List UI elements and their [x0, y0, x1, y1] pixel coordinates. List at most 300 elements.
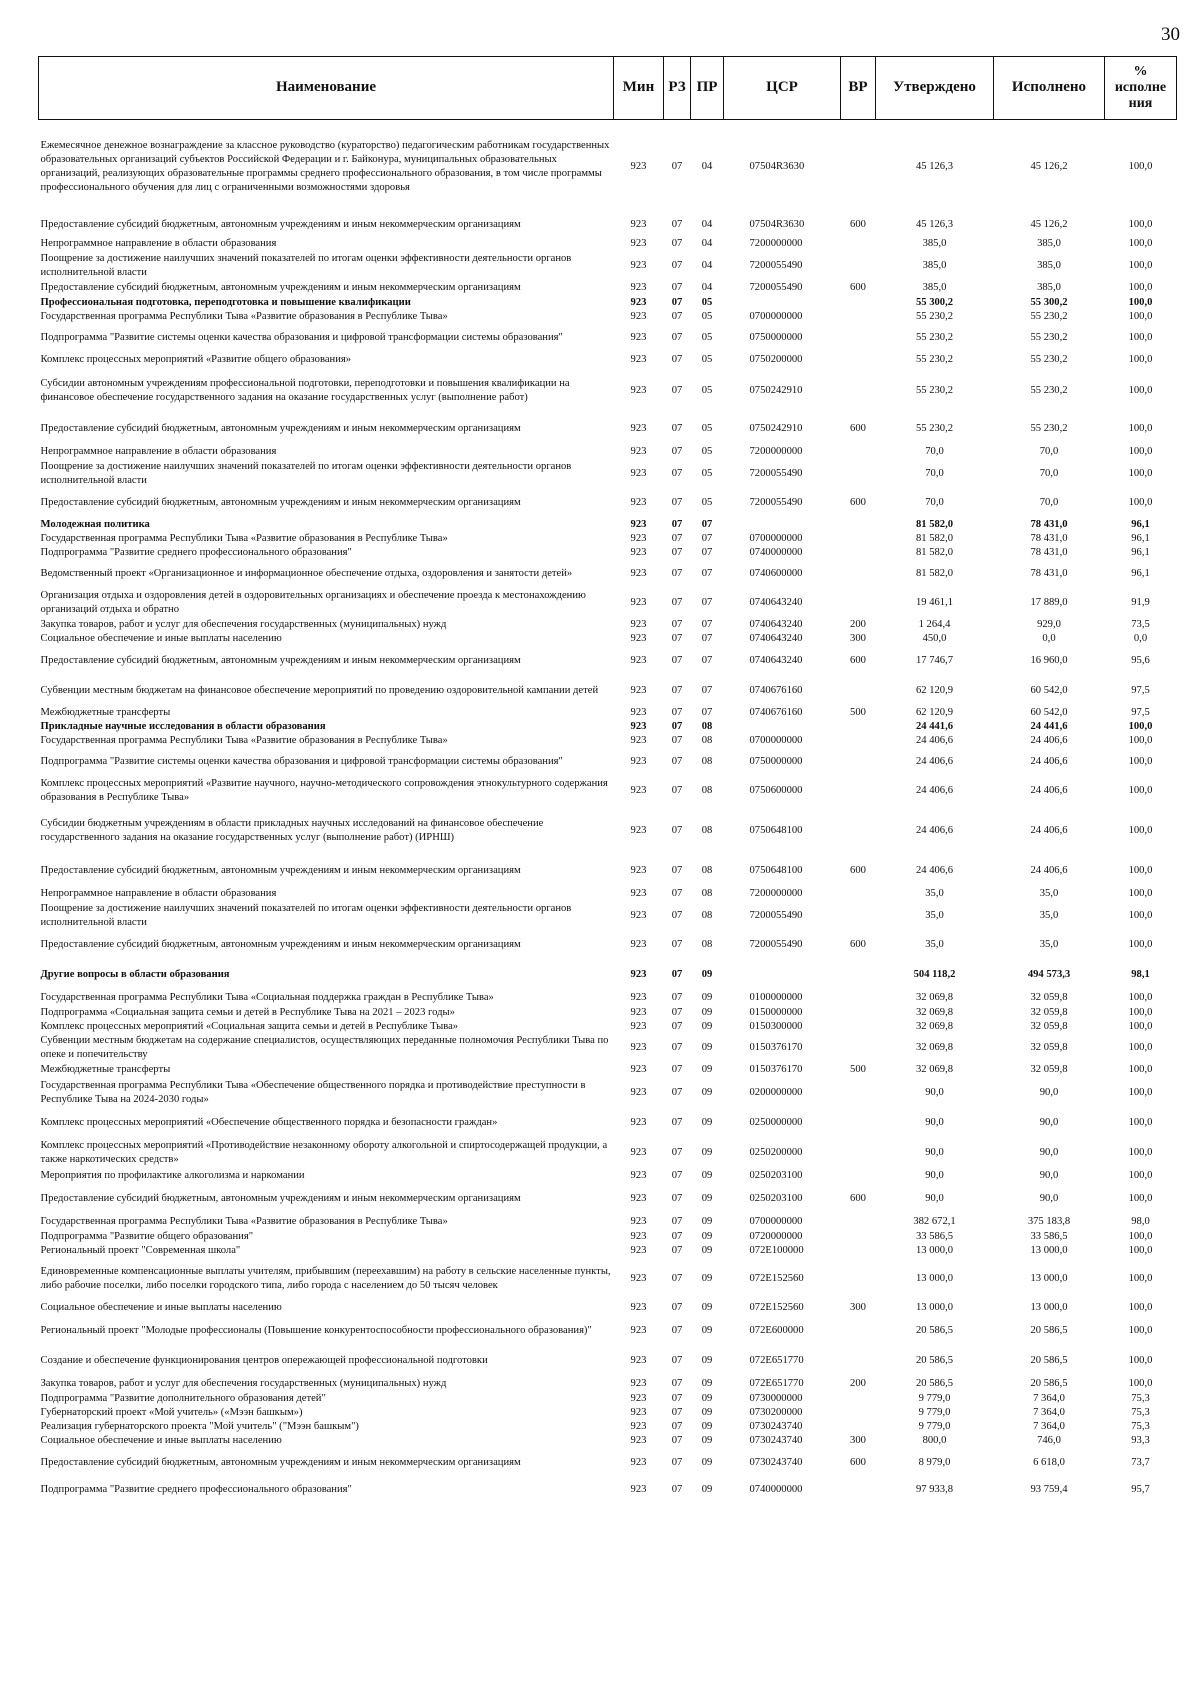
cell-csr: 0150376170: [749, 1063, 803, 1075]
cell-approved: 9 779,0: [918, 1392, 951, 1404]
cell-percent: 95,7: [1131, 1483, 1150, 1495]
table-row: [39, 1168, 1177, 1184]
cell-pr: 07: [701, 684, 713, 696]
cell-pr: 07: [701, 706, 713, 718]
cell-percent: 100,0: [1128, 784, 1153, 796]
cell-approved: 62 120,9: [915, 684, 954, 696]
cell-name: Государственная программа Республики Тыва «Развитие образования в Республике Тыва»: [40, 734, 448, 746]
cell-min: 923: [630, 353, 647, 365]
cell-min: 923: [630, 218, 647, 230]
cell-vr: [841, 460, 876, 488]
cell-vr: [841, 748, 876, 776]
cell-vr: [841, 1230, 876, 1244]
cell-rz: 07: [671, 684, 683, 696]
cell-csr: 0730243740: [749, 1434, 803, 1446]
cell-csr: 072Е100000: [749, 1244, 804, 1256]
cell-name: Региональный проект "Современная школа": [40, 1244, 241, 1256]
cell-percent: 100,0: [1128, 1116, 1153, 1128]
cell-name: Предоставление субсидий бюджетным, автономным учреждениям и иным некоммерческим организациям: [40, 938, 521, 950]
cell-min: 923: [630, 1146, 647, 1158]
cell-executed: 17 889,0: [1030, 596, 1068, 608]
cell-csr: 0730243740: [749, 1420, 803, 1432]
cell-name: Поощрение за достижение наилучших значений показателей по итогам оценки эффективности деятельности органов исполнительной власти: [40, 902, 572, 928]
cell-percent: 73,7: [1131, 1456, 1150, 1468]
cell-pr: 08: [701, 938, 713, 950]
table-body: [39, 120, 1177, 1502]
cell-name: Комплекс процессных мероприятий «Развитие общего образования»: [40, 353, 352, 365]
cell-vr: 500: [850, 1063, 866, 1075]
cell-executed: 55 230,2: [1030, 422, 1068, 434]
cell-pr: 09: [701, 1020, 713, 1032]
cell-name: Создание и обеспечение функционирования центров опережающей профессиональной подготовки: [40, 1354, 488, 1366]
cell-percent: 100,0: [1128, 734, 1153, 746]
cell-csr: 07504R3630: [749, 160, 805, 172]
cell-min: 923: [630, 784, 647, 796]
cell-executed: 32 059,8: [1030, 1020, 1068, 1032]
cell-approved: 55 230,2: [915, 422, 954, 434]
cell-min: 923: [630, 331, 647, 343]
cell-min: 923: [630, 1377, 647, 1389]
cell-rz: 07: [671, 1483, 683, 1495]
cell-percent: 100,0: [1128, 1377, 1153, 1389]
cell-pr: 04: [701, 160, 713, 172]
cell-approved: 55 230,2: [915, 384, 954, 396]
cell-vr: [841, 1168, 876, 1184]
cell-rz: 07: [671, 1354, 683, 1366]
cell-csr: 7200000000: [749, 887, 803, 899]
cell-approved: 81 582,0: [915, 518, 954, 530]
cell-rz: 07: [671, 532, 683, 544]
cell-percent: 100,0: [1128, 384, 1153, 396]
cell-name: Организация отдыха и оздоровления детей в оздоровительных организациях и обеспечение проезда к местонахождению организаций отдыха и обратно: [40, 589, 586, 615]
cell-csr: 0750648100: [749, 824, 803, 836]
cell-pr: 08: [701, 734, 713, 746]
cell-csr: 7200055490: [749, 496, 803, 508]
cell-approved: 45 126,3: [915, 160, 954, 172]
table-row: [39, 1346, 1177, 1376]
cell-rz: 07: [671, 259, 683, 271]
cell-pr: 08: [701, 909, 713, 921]
table-row: [39, 546, 1177, 560]
cell-name: Непрограммное направление в области образования: [40, 445, 277, 457]
cell-pr: 05: [701, 353, 713, 365]
cell-approved: 90,0: [925, 1169, 944, 1181]
cell-rz: 07: [671, 734, 683, 746]
cell-pr: 09: [701, 991, 713, 1003]
table-row: [39, 1258, 1177, 1300]
cell-vr: 600: [850, 218, 866, 230]
cell-percent: 100,0: [1128, 496, 1153, 508]
cell-min: 923: [630, 618, 647, 630]
cell-vr: 600: [850, 1456, 866, 1468]
cell-csr: 072Е152560: [749, 1301, 804, 1313]
cell-vr: [841, 368, 876, 414]
cell-vr: 600: [850, 938, 866, 950]
cell-pr: 08: [701, 887, 713, 899]
cell-percent: 100,0: [1128, 310, 1153, 322]
cell-min: 923: [630, 1230, 647, 1242]
cell-executed: 16 960,0: [1030, 654, 1068, 666]
cell-name: Закупка товаров, работ и услуг для обеспечения государственных (муниципальных) нужд: [40, 1377, 447, 1389]
table-row: [39, 1434, 1177, 1448]
cell-percent: 100,0: [1128, 296, 1153, 308]
cell-min: 923: [630, 160, 647, 172]
cell-percent: 100,0: [1128, 422, 1153, 434]
cell-percent: 100,0: [1128, 991, 1153, 1003]
cell-approved: 32 069,8: [915, 1041, 954, 1053]
cell-pr: 09: [701, 1169, 713, 1181]
cell-name: Комплекс процессных мероприятий «Противодействие незаконному обороту алкогольной и спиртосодержащей продукции, а также наркотических средств»: [40, 1139, 608, 1165]
cell-pr: 09: [701, 1230, 713, 1242]
cell-name: Подпрограмма "Развитие системы оценки качества образования и цифровой трансформации системы образования": [40, 755, 563, 767]
cell-approved: 55 230,2: [915, 353, 954, 365]
cell-pr: 07: [701, 518, 713, 530]
cell-vr: [841, 1108, 876, 1138]
table-row: [39, 1244, 1177, 1258]
cell-csr: 0700000000: [749, 310, 803, 322]
cell-approved: 20 586,5: [915, 1377, 954, 1389]
cell-name: Предоставление субсидий бюджетным, автономным учреждениям и иным некоммерческим организациям: [40, 1192, 521, 1204]
cell-executed: 90,0: [1039, 1116, 1059, 1128]
table-row: [39, 444, 1177, 460]
cell-percent: 100,0: [1128, 218, 1153, 230]
cell-min: 923: [630, 496, 647, 508]
cell-approved: 24 441,6: [915, 720, 954, 732]
table-row: [39, 214, 1177, 236]
cell-percent: 100,0: [1128, 281, 1153, 293]
cell-vr: [841, 990, 876, 1006]
cell-percent: 0,0: [1133, 632, 1148, 644]
cell-percent: 100,0: [1128, 1146, 1153, 1158]
cell-vr: [841, 546, 876, 560]
cell-name: Межбюджетные трансферты: [40, 706, 171, 718]
cell-pr: 09: [701, 1392, 713, 1404]
cell-percent: 100,0: [1128, 1272, 1153, 1284]
cell-percent: 100,0: [1128, 1063, 1153, 1075]
table-row: [39, 706, 1177, 720]
table-row: [39, 588, 1177, 618]
cell-approved: 62 120,9: [915, 706, 954, 718]
cell-rz: 07: [671, 864, 683, 876]
cell-approved: 19 461,1: [915, 596, 954, 608]
cell-rz: 07: [671, 1086, 683, 1098]
cell-csr: 0750200000: [749, 353, 803, 365]
cell-vr: [841, 1346, 876, 1376]
cell-csr: 0150000000: [749, 1006, 803, 1018]
cell-pr: 07: [701, 632, 713, 644]
table-row: [39, 310, 1177, 324]
cell-name: Подпрограмма "Развитие среднего профессионального образования": [40, 1483, 352, 1495]
cell-name: Субсидии автономным учреждениям профессиональной подготовки, переподготовки и повышения квалификации на финансовое обеспечение государственного задания на оказание государственных услуг (выполнение работ): [40, 377, 570, 403]
cell-min: 923: [630, 684, 647, 696]
table-row: [39, 1420, 1177, 1434]
cell-executed: 7 364,0: [1033, 1406, 1065, 1418]
cell-vr: [841, 532, 876, 546]
cell-rz: 07: [671, 496, 683, 508]
cell-pr: 09: [701, 1324, 713, 1336]
header-executed: Исполнено: [994, 57, 1105, 120]
table-row: [39, 734, 1177, 748]
table-row: [39, 532, 1177, 546]
cell-approved: 17 746,7: [915, 654, 954, 666]
cell-executed: 7 364,0: [1033, 1420, 1065, 1432]
table-row: [39, 488, 1177, 518]
cell-vr: [841, 120, 876, 214]
cell-csr: 0200000000: [749, 1086, 803, 1098]
cell-rz: 07: [671, 1192, 683, 1204]
cell-rz: 07: [671, 310, 683, 322]
cell-min: 923: [630, 422, 647, 434]
table-row: [39, 120, 1177, 214]
cell-name: Комплекс процессных мероприятий «Обеспечение общественного порядка и безопасности граждан»: [40, 1116, 498, 1128]
cell-approved: 8 979,0: [918, 1456, 951, 1468]
cell-executed: 20 586,5: [1030, 1324, 1068, 1336]
cell-vr: 300: [850, 632, 866, 644]
cell-percent: 96,1: [1131, 546, 1150, 558]
cell-executed: 93 759,4: [1030, 1483, 1068, 1495]
table-row: [39, 560, 1177, 588]
cell-rz: 07: [671, 1392, 683, 1404]
cell-name: Ведомственный проект «Организационное и информационное обеспечение отдыха, оздоровления и занятости детей»: [40, 567, 573, 579]
cell-executed: 70,0: [1039, 445, 1059, 457]
cell-approved: 35,0: [925, 909, 944, 921]
cell-percent: 100,0: [1128, 1169, 1153, 1181]
cell-csr: 7200000000: [749, 445, 803, 457]
cell-vr: [841, 960, 876, 990]
cell-pr: 09: [701, 1146, 713, 1158]
cell-vr: [841, 444, 876, 460]
cell-rz: 07: [671, 384, 683, 396]
cell-vr: 600: [850, 654, 866, 666]
cell-executed: 70,0: [1039, 467, 1059, 479]
table-row: [39, 352, 1177, 368]
cell-pr: 09: [701, 1301, 713, 1313]
cell-rz: 07: [671, 281, 683, 293]
cell-rz: 07: [671, 1324, 683, 1336]
cell-executed: 45 126,2: [1030, 160, 1068, 172]
cell-name: Закупка товаров, работ и услуг для обеспечения государственных (муниципальных) нужд: [40, 618, 447, 630]
cell-name: Комплекс процессных мероприятий «Развитие научного, научно-методического сопровождения этнокультурного содержания образования в Республике Тыва»: [40, 777, 608, 803]
cell-percent: 73,5: [1131, 618, 1150, 630]
cell-min: 923: [630, 1086, 647, 1098]
cell-min: 923: [630, 546, 647, 558]
cell-rz: 07: [671, 654, 683, 666]
cell-rz: 07: [671, 1377, 683, 1389]
header-vr: ВР: [841, 57, 876, 120]
cell-csr: 0750600000: [749, 784, 803, 796]
cell-name: Предоставление субсидий бюджетным, автономным учреждениям и иным некоммерческим организациям: [40, 218, 521, 230]
cell-pr: 05: [701, 496, 713, 508]
table-row: [39, 518, 1177, 532]
cell-approved: 90,0: [925, 1192, 944, 1204]
cell-pr: 09: [701, 1420, 713, 1432]
table-row: [39, 1034, 1177, 1062]
cell-min: 923: [630, 755, 647, 767]
cell-min: 923: [630, 1272, 647, 1284]
cell-percent: 100,0: [1128, 1301, 1153, 1313]
cell-vr: [841, 1420, 876, 1434]
cell-percent: 100,0: [1128, 1354, 1153, 1366]
cell-rz: 07: [671, 296, 683, 308]
cell-min: 923: [630, 824, 647, 836]
cell-executed: 90,0: [1039, 1146, 1059, 1158]
cell-executed: 494 573,3: [1027, 968, 1071, 980]
cell-approved: 24 406,6: [915, 755, 954, 767]
header-approved: Утверждено: [876, 57, 994, 120]
cell-name: Непрограммное направление в области образования: [40, 887, 277, 899]
cell-vr: 200: [850, 1377, 866, 1389]
cell-executed: 35,0: [1039, 909, 1059, 921]
cell-approved: 90,0: [925, 1146, 944, 1158]
cell-executed: 35,0: [1039, 938, 1059, 950]
cell-percent: 100,0: [1128, 1020, 1153, 1032]
cell-pr: 07: [701, 596, 713, 608]
cell-name: Межбюджетные трансферты: [40, 1063, 171, 1075]
cell-vr: [841, 252, 876, 280]
table-row: [39, 252, 1177, 280]
cell-pr: 04: [701, 237, 713, 249]
cell-percent: 100,0: [1128, 824, 1153, 836]
cell-vr: [841, 310, 876, 324]
cell-percent: 100,0: [1128, 720, 1153, 732]
cell-percent: 100,0: [1128, 938, 1153, 950]
cell-min: 923: [630, 445, 647, 457]
cell-rz: 07: [671, 1434, 683, 1446]
table-row: [39, 368, 1177, 414]
cell-percent: 100,0: [1128, 1006, 1153, 1018]
cell-min: 923: [630, 1020, 647, 1032]
table-row: [39, 1406, 1177, 1420]
cell-percent: 97,5: [1131, 684, 1150, 696]
cell-rz: 07: [671, 1456, 683, 1468]
cell-vr: [841, 352, 876, 368]
table-row: [39, 1478, 1177, 1502]
cell-executed: 60 542,0: [1030, 684, 1068, 696]
cell-csr: 0740600000: [749, 567, 803, 579]
cell-name: Государственная программа Республики Тыва «Развитие образования в Республике Тыва»: [40, 532, 448, 544]
cell-min: 923: [630, 1354, 647, 1366]
cell-name: Подпрограмма "Развитие дополнительного образования детей": [40, 1392, 326, 1404]
cell-executed: 35,0: [1039, 887, 1059, 899]
cell-rz: 07: [671, 445, 683, 457]
cell-csr: 072Е152560: [749, 1272, 804, 1284]
cell-approved: 45 126,3: [915, 218, 954, 230]
table-row: [39, 1448, 1177, 1478]
cell-csr: 0730200000: [749, 1406, 803, 1418]
cell-executed: 385,0: [1037, 281, 1061, 293]
cell-rz: 07: [671, 1006, 683, 1018]
cell-pr: 05: [701, 422, 713, 434]
cell-pr: 09: [701, 1086, 713, 1098]
cell-rz: 07: [671, 755, 683, 767]
cell-percent: 100,0: [1128, 1041, 1153, 1053]
cell-min: 923: [630, 296, 647, 308]
cell-executed: 20 586,5: [1030, 1377, 1068, 1389]
cell-executed: 78 431,0: [1030, 567, 1068, 579]
cell-pr: 09: [701, 1063, 713, 1075]
cell-csr: 0740676160: [749, 706, 803, 718]
cell-pr: 09: [701, 968, 713, 980]
cell-min: 923: [630, 632, 647, 644]
cell-executed: 0,0: [1042, 632, 1056, 644]
cell-pr: 04: [701, 281, 713, 293]
cell-executed: 55 230,2: [1030, 310, 1068, 322]
header-rz: РЗ: [664, 57, 691, 120]
cell-approved: 24 406,6: [915, 784, 954, 796]
cell-min: 923: [630, 1006, 647, 1018]
cell-rz: 07: [671, 160, 683, 172]
cell-approved: 55 300,2: [915, 296, 954, 308]
cell-pr: 08: [701, 864, 713, 876]
cell-pr: 09: [701, 1006, 713, 1018]
cell-rz: 07: [671, 1301, 683, 1313]
cell-vr: [841, 1316, 876, 1346]
cell-rz: 07: [671, 1146, 683, 1158]
cell-vr: [841, 720, 876, 734]
cell-min: 923: [630, 384, 647, 396]
cell-name: Комплекс процессных мероприятий «Социальная защита семьи и детей в Республике Тыва»: [40, 1020, 459, 1032]
cell-vr: [841, 1214, 876, 1230]
cell-csr: 0150376170: [749, 1041, 803, 1053]
cell-approved: 13 000,0: [915, 1272, 954, 1284]
cell-rz: 07: [671, 567, 683, 579]
cell-executed: 13 000,0: [1030, 1301, 1068, 1313]
cell-csr: 7200055490: [749, 467, 803, 479]
cell-min: 923: [630, 968, 647, 980]
cell-min: 923: [630, 887, 647, 899]
cell-name: Субвенции местным бюджетам на содержание специалистов, осуществляющих переданные полномочия Республики Тыва по опеке и попечительству: [40, 1034, 609, 1060]
cell-vr: [841, 1478, 876, 1502]
table-row: [39, 806, 1177, 856]
cell-vr: [841, 1392, 876, 1406]
cell-csr: 0750000000: [749, 331, 803, 343]
cell-approved: 32 069,8: [915, 1020, 954, 1032]
table-row: [39, 960, 1177, 990]
cell-percent: 100,0: [1128, 353, 1153, 365]
cell-executed: 33 586,5: [1030, 1230, 1068, 1242]
cell-rz: 07: [671, 784, 683, 796]
cell-rz: 07: [671, 237, 683, 249]
cell-rz: 07: [671, 887, 683, 899]
cell-executed: 24 406,6: [1030, 864, 1068, 876]
cell-csr: 07504R3630: [749, 218, 805, 230]
table-row: [39, 1214, 1177, 1230]
cell-name: Реализация губернаторского проекта "Мой учитель" ("Мээн башкым"): [40, 1420, 359, 1432]
cell-min: 923: [630, 1420, 647, 1432]
cell-percent: 98,1: [1131, 968, 1150, 980]
cell-percent: 100,0: [1128, 1230, 1153, 1242]
cell-approved: 32 069,8: [915, 1006, 954, 1018]
cell-csr: 0740643240: [749, 618, 803, 630]
header-pr: ПР: [691, 57, 724, 120]
cell-name: Субвенции местным бюджетам на финансовое обеспечение мероприятий по проведению оздоровительной кампании детей: [40, 684, 599, 696]
cell-name: Социальное обеспечение и иные выплаты населению: [40, 1301, 282, 1313]
cell-percent: 100,0: [1128, 237, 1153, 249]
table-row: [39, 676, 1177, 706]
cell-vr: [841, 518, 876, 532]
cell-min: 923: [630, 909, 647, 921]
cell-percent: 100,0: [1128, 1324, 1153, 1336]
cell-csr: 072Е651770: [749, 1377, 804, 1389]
cell-vr: [841, 1034, 876, 1062]
cell-rz: 07: [671, 1406, 683, 1418]
cell-csr: 0100000000: [749, 991, 803, 1003]
cell-vr: 300: [850, 1301, 866, 1313]
cell-csr: 0740000000: [749, 1483, 803, 1495]
table-row: [39, 856, 1177, 886]
cell-pr: 04: [701, 259, 713, 271]
cell-name: Предоставление субсидий бюджетным, автономным учреждениям и иным некоммерческим организациям: [40, 496, 521, 508]
